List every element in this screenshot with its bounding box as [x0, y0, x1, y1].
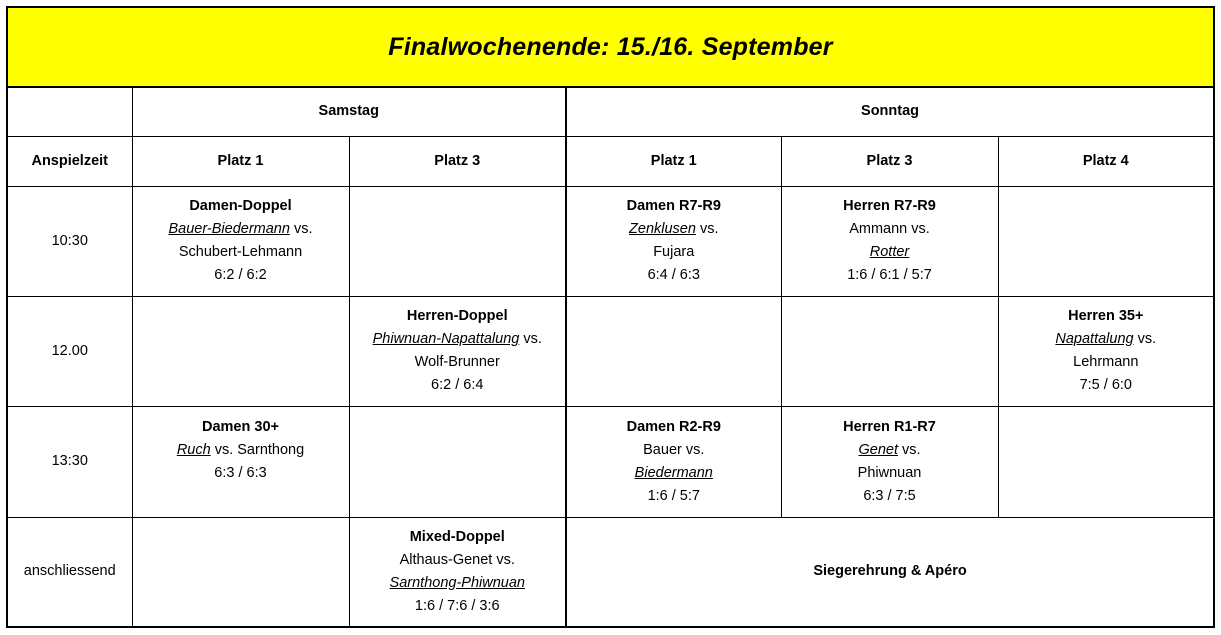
- match-cell: [349, 517, 566, 626]
- match-players: [782, 439, 998, 462]
- opponent-name: Phiwnuan: [857, 464, 922, 481]
- match-title: Herren R1-R7: [843, 418, 936, 435]
- header-sun-platz1: Platz 1: [566, 136, 781, 186]
- title-banner: [8, 8, 1213, 88]
- match-title: Damen 30+: [202, 418, 279, 435]
- table-row: [8, 296, 1213, 406]
- winner-line: [567, 462, 781, 485]
- day-header-sunday: Sonntag: [566, 88, 1213, 136]
- match-score: 6:2 / 6:4: [431, 377, 484, 393]
- vs-text: vs.: [897, 441, 921, 458]
- winner-line: [350, 572, 566, 595]
- player-name: Bauer vs.: [643, 441, 705, 458]
- player-name: Ammann vs.: [849, 221, 930, 237]
- winner-name: Sarnthong-Phiwnuan: [389, 574, 525, 591]
- match-score: 6:3 / 7:5: [863, 487, 916, 504]
- match-cell: [781, 186, 998, 296]
- award-ceremony-cell: Siegerehrung & Apéro: [566, 517, 1213, 626]
- time-cell: 12.00: [8, 296, 132, 406]
- winner-name: Rotter: [869, 244, 910, 260]
- spacer-line: [133, 485, 349, 508]
- match-players: [133, 439, 349, 462]
- winner-name: Phiwnuan-Napattalung: [372, 331, 520, 347]
- empty-cell: [349, 186, 566, 296]
- winner-name: Ruch: [176, 441, 211, 458]
- match-players: [567, 218, 781, 241]
- match-score: 6:4 / 6:3: [647, 267, 700, 283]
- match-score: 1:6 / 7:6 / 3:6: [414, 597, 500, 614]
- match-players: [350, 328, 566, 351]
- time-cell: anschliessend: [8, 517, 132, 626]
- empty-cell: [566, 296, 781, 406]
- day-header-saturday: Samstag: [132, 88, 566, 136]
- vs-text: vs. Sarnthong: [210, 441, 305, 458]
- winner-line: [782, 241, 998, 264]
- header-sun-platz3: Platz 3: [781, 136, 998, 186]
- match-score: 1:6 / 6:1 / 5:7: [847, 267, 932, 283]
- header-sat-platz3: Platz 3: [349, 136, 566, 186]
- winner-name: Zenklusen: [629, 221, 696, 237]
- match-cell: [566, 186, 781, 296]
- vs-text: vs.: [289, 221, 313, 237]
- time-cell: 13:30: [8, 406, 132, 517]
- empty-cell: [998, 186, 1213, 296]
- match-title: Herren 35+: [1068, 308, 1144, 324]
- vs-text: vs.: [695, 221, 719, 237]
- match-score: 6:3 / 6:3: [214, 464, 267, 481]
- opponent-name: Lehrmann: [1073, 354, 1139, 370]
- day-header-row: [8, 88, 1213, 136]
- schedule-table: [8, 88, 1213, 626]
- match-title: Damen R7-R9: [626, 198, 721, 214]
- vs-text: vs.: [1133, 331, 1157, 347]
- empty-cell: [349, 406, 566, 517]
- vs-text: vs.: [519, 331, 542, 347]
- time-cell: 10:30: [8, 186, 132, 296]
- opponent-name: Schubert-Lehmann: [178, 244, 303, 260]
- winner-name: Napattalung: [1055, 331, 1134, 347]
- match-cell: [349, 296, 566, 406]
- empty-corner-cell: [8, 88, 132, 136]
- match-title: Herren R7-R9: [843, 198, 936, 214]
- match-cell: [132, 406, 349, 517]
- match-cell: [781, 406, 998, 517]
- match-players: [133, 218, 349, 241]
- page-title: Finalwochenende: 15./16. September: [388, 32, 833, 61]
- table-row: [8, 406, 1213, 517]
- winner-name: Bauer-Biedermann: [168, 221, 290, 237]
- match-title: Herren-Doppel: [406, 308, 508, 324]
- table-row: [8, 186, 1213, 296]
- court-header-row: [8, 136, 1213, 186]
- player-name: Althaus-Genet vs.: [399, 551, 515, 568]
- match-players: [999, 328, 1214, 351]
- empty-cell: [132, 517, 349, 626]
- match-cell: [132, 186, 349, 296]
- empty-cell: [132, 296, 349, 406]
- winner-name: Biedermann: [634, 464, 713, 481]
- match-cell: [566, 406, 781, 517]
- winner-name: Genet: [858, 441, 898, 458]
- match-score: 7:5 / 6:0: [1079, 377, 1132, 393]
- match-title: Mixed-Doppel: [409, 528, 505, 545]
- opponent-name: Wolf-Brunner: [414, 354, 500, 370]
- header-sun-platz4: Platz 4: [998, 136, 1213, 186]
- match-score: 6:2 / 6:2: [214, 267, 267, 283]
- header-sat-platz1: Platz 1: [132, 136, 349, 186]
- match-cell: [998, 296, 1213, 406]
- match-title: Damen R2-R9: [626, 418, 721, 435]
- opponent-name: Fujara: [653, 244, 695, 260]
- empty-cell: [781, 296, 998, 406]
- schedule-sheet: [6, 6, 1215, 628]
- match-score: 1:6 / 5:7: [647, 487, 700, 504]
- header-time: Anspielzeit: [8, 136, 132, 186]
- match-title: Damen-Doppel: [189, 198, 292, 214]
- table-row: [8, 517, 1213, 626]
- empty-cell: [998, 406, 1213, 517]
